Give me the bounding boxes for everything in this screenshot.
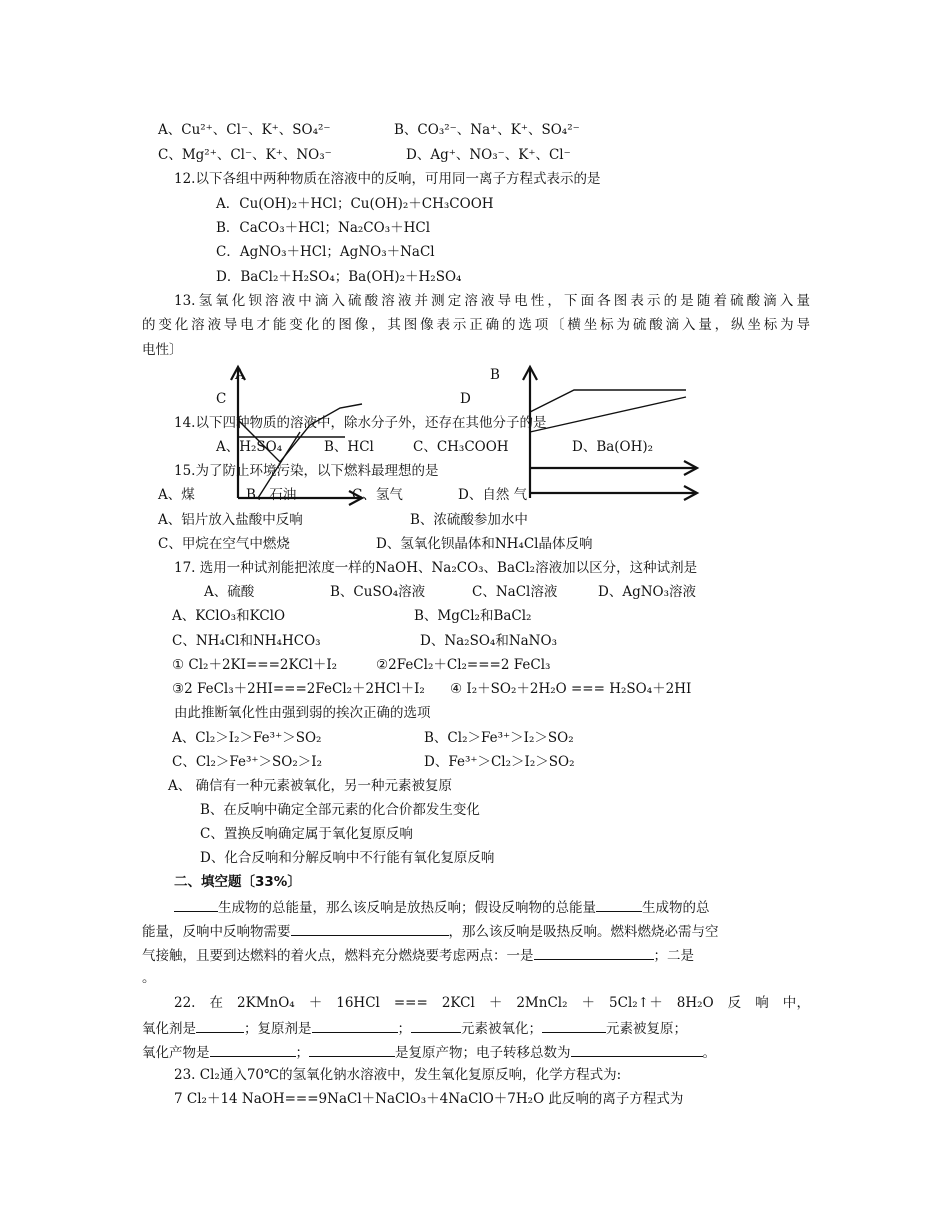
q18-option-a: A、KClO₃和KClO [172,608,286,624]
q19-option-b: B、Cl₂＞Fe³⁺＞I₂＞SO₂ [424,730,574,746]
q19-stem: 由此推断氧化性由强到弱的挨次正确的选项 [174,705,431,721]
q22-text-2: ；复原剂是 [244,1021,312,1037]
q12-option-d: D．BaCl₂＋H₂SO₄；Ba(OH)₂＋H₂SO₄ [216,269,462,285]
q22-text-1: 氧化剂是 [142,1021,196,1037]
q22-text-6: 氧化产物是 [142,1045,210,1061]
q22-text-3: ； [397,1021,411,1037]
q21-blank-2[interactable] [596,897,642,912]
q19-option-a: A、Cl₂＞I₂＞Fe³⁺＞SO₂ [172,730,322,746]
q14-stem: 14.以下四种物质的溶液中，除水分子外，还存在其他分子的是 [174,415,547,431]
q18-option-c: C、NH₄Cl和NH₄HCO₃ [172,633,321,649]
q19-reaction-1: ① Cl₂＋2KI===2KCl＋I₂ [172,657,338,673]
q17-option-c: C、NaCl溶液 [472,584,558,600]
q20-option-d: D、化合反响和分解反响中不行能有氧化复原反响 [200,850,495,866]
q22-text-4: 元素被氧化； [461,1021,542,1037]
q22-blank-oxidant[interactable] [196,1018,244,1033]
q22-blank-oxidation-product[interactable] [210,1042,296,1057]
q19-option-c: C、Cl₂＞Fe³⁺＞SO₂＞I₂ [172,754,323,770]
q21-blank-4[interactable] [534,945,654,960]
q17-option-a: A、硫酸 [204,584,255,600]
q21-text-5: 气接触，且要到达燃料的着火点，燃料充分燃烧要考虑两点：一是 [142,948,534,964]
right-graph-plateau-curve [530,390,686,412]
q19-option-d: D、Fe³⁺＞Cl₂＞I₂＞SO₂ [424,754,575,770]
q21-line-3 [142,945,694,965]
q14-option-b: B、HCl [324,439,374,455]
q19-reaction-4: ④ I₂＋SO₂＋2H₂O === H₂SO₄＋2HI [450,681,692,697]
q13-line-3: 电性〕 [142,342,183,358]
q22-text-7: ； [295,1045,309,1061]
q12-stem: 12.以下各组中两种物质在溶液中的反响，可用同一离子方程式表示的是 [174,171,601,187]
q13-graph-label-a: A [235,367,245,383]
q22-line-2 [142,1018,687,1038]
q13-line-1: 13.氢氧化钡溶液中滴入硫酸溶液并测定溶液导电性，下面各图表示的是随着硫酸滴入量 [174,293,810,309]
q18-option-b: B、MgCl₂和BaCl₂ [414,608,532,624]
q23-line-2: 7 Cl₂＋14 NaOH===9NaCl＋NaClO₃＋4NaClO＋7H₂O 此反响的离子方程式为 [174,1091,684,1107]
q21-text-3: 能量，反响中反响物需要 [142,924,291,940]
q23-line-1: 23. Cl₂通入70℃的氢氧化钠水溶液中，发生氧化复原反响，化学方程式为: [174,1067,622,1083]
q17-option-b: B、CuSO₄溶液 [330,584,426,600]
q19-reaction-2: ②2FeCl₂＋Cl₂===2 FeCl₃ [376,657,551,673]
q15-stem: 15.为了防止环境污染，以下燃料最理想的是 [174,463,439,479]
q21-text-2: 生成物的总 [642,900,710,916]
q22-line-3 [142,1042,716,1062]
q15-option-b: B、石油 [246,487,297,503]
q15-option-a: A、煤 [158,487,195,503]
q17-option-d: D、AgNO₃溶液 [598,584,697,600]
q13-line-2: 的变化溶液导电才能变化的图像，其图像表示正确的选项〔横坐标为硫酸滴入量，纵坐标为导 [142,317,810,333]
right-graph-rising-line [530,397,686,432]
q22-blank-reduced-element[interactable] [542,1018,606,1033]
q13-graph-label-c: C [216,391,227,407]
q21-text-1: 生成物的总能量，那么该反响是放热反响；假设反响物的总能量 [218,900,596,916]
q22-text-8: 是复原产物；电子转移总数为 [395,1045,571,1061]
q11-option-b: B、CO₃²⁻、Na⁺、K⁺、SO₄²⁻ [394,122,580,138]
q11-option-c: C、Mg²⁺、Cl⁻、K⁺、NO₃⁻ [158,147,332,163]
q18-option-d: D、Na₂SO₄和NaNO₃ [420,633,557,649]
q11-option-a: A、Cu²⁺、Cl⁻、K⁺、SO₄²⁻ [158,122,331,138]
q14-option-c: C、CH₃COOH [413,439,509,455]
q22-blank-oxidized-element[interactable] [411,1018,461,1033]
q21-blank-3[interactable] [291,921,449,936]
q22-blank-reductant[interactable] [312,1018,398,1033]
q16-option-c: C、甲烷在空气中燃烧 [158,536,290,552]
q16-option-a: A、铝片放入盐酸中反响 [158,512,303,528]
q20-option-c: C、置换反响确定属于氧化复原反响 [200,826,413,842]
q11-option-d: D、Ag⁺、NO₃⁻、K⁺、Cl⁻ [406,147,571,163]
q14-option-d: D、Ba(OH)₂ [572,439,654,455]
q21-text-4: ，那么该反响是吸热反响。燃料燃烧必需与空 [448,924,719,940]
q22-line-1: 22. 在 2KMnO₄ ＋ 16HCl === 2KCl ＋ 2MnCl₂ ＋ 5Cl₂↑＋ 8H₂O 反 响 中， [174,995,810,1011]
q14-option-a: A、H₂SO₄ [216,439,283,455]
q22-text-5: 元素被复原； [606,1021,687,1037]
q21-text-6: ；二是 [653,948,694,964]
q20-option-a: A、 确信有一种元素被氧化，另一种元素被复原 [168,778,453,794]
q20-option-b: B、在反响中确定全部元素的化合价都发生变化 [200,802,480,818]
q21-line-2 [142,921,719,941]
section-heading-fill-in: 二、填空题〔33%〕 [174,874,301,890]
q21-line-1 [174,897,710,917]
q12-option-a: A．Cu(OH)₂＋HCl；Cu(OH)₂＋CH₃COOH [216,196,494,212]
q21-end-period: 。 [142,970,156,986]
q12-option-b: B．CaCO₃＋HCl；Na₂CO₃＋HCl [216,220,431,236]
q15-option-c: C、氢气 [352,487,403,503]
q22-blank-electron-count[interactable] [571,1042,703,1057]
q16-option-d: D、氢氧化钡晶体和NH₄Cl晶体反响 [376,536,593,552]
q13-graph-label-b: B [490,367,500,383]
q17-stem: 17. 选用一种试剂能把浓度一样的NaOH、Na₂CO₃、BaCl₂溶液加以区分，这种试剂是 [174,560,698,576]
q13-graph-label-d: D [460,391,471,407]
q12-option-c: C．AgNO₃＋HCl；AgNO₃＋NaCl [216,244,435,260]
q22-text-9: 。 [702,1045,716,1061]
q15-option-d: D、自然 气 [458,487,528,503]
q16-option-b: B、浓硫酸参加水中 [410,512,528,528]
q21-blank-1[interactable] [174,897,218,912]
q19-reaction-3: ③2 FeCl₃＋2HI===2FeCl₂＋2HCl＋I₂ [172,681,425,697]
q22-blank-reduction-product[interactable] [309,1042,395,1057]
